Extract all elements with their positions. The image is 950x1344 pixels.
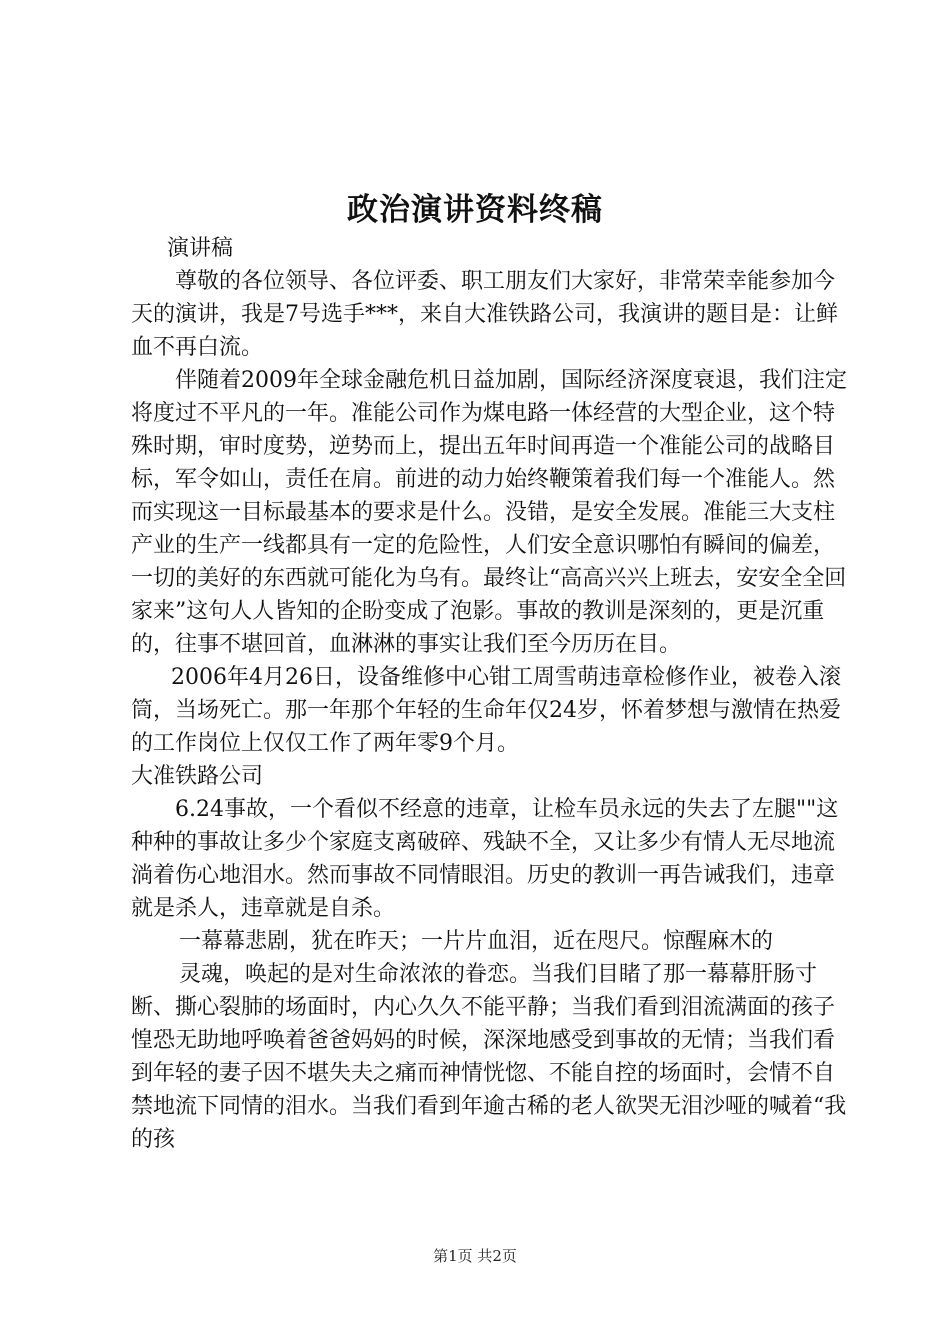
- page-footer: 第1页 共2页: [433, 1247, 517, 1265]
- paragraph: 大准铁路公司: [131, 764, 264, 789]
- paragraph: 尊敬的各位领导、各位评委、职工朋友们大家好，非常荣幸能参加今天的演讲，我是7号选手***，来自大准铁路公司，我演讲的题目是：让鲜血不再白流。: [131, 269, 838, 360]
- subheading: 演讲稿: [167, 236, 234, 261]
- paragraph: 6.24事故，一个看似不经意的违章，让检车员永远的失去了左腿""这种种的事故让多少个家庭支离破碎、残缺不全，又让多少有情人无尽地流淌着伤心地泪水。然而事故不同情眼泪。历史的教训一再告诫我们，违章就是杀人，违章就是自杀。: [131, 797, 839, 921]
- paragraph: 2006年4月26日，设备维修中心钳工周雪萌违章检修作业，被卷入滚筒，当场死亡。那一年那个年轻的生命年仅24岁，怀着梦想与激情在热爱的工作岗位上仅仅工作了两年零9个月。: [131, 665, 841, 756]
- document-title: 政治演讲资料终稿: [347, 192, 603, 228]
- paragraph: 灵魂，唤起的是对生命浓浓的眷恋。当我们目睹了那一幕幕肝肠寸断、撕心裂肺的场面时，内心久久不能平静；当我们看到泪流满面的孩子惶恐无助地呼唤着爸爸妈妈的时候，深深地感受到事故的无情；当我们看到年轻的妻子因不堪失夫之痛而神情恍惚、不能自控的场面时，会情不自禁地流下同情的泪水。当我们看到年逾古稀的老人欲哭无泪沙哑的喊着“我的孩: [131, 962, 847, 1152]
- document-body: [131, 232, 847, 1156]
- paragraph: 伴随着2009年全球金融危机日益加剧，国际经济深度衰退，我们注定将度过不平凡的一年。准能公司作为煤电路一体经营的大型企业，这个特殊时期，审时度势，逆势而上，提出五年时间再造一个准能公司的战略目标，军令如山，责任在肩。前进的动力始终鞭策着我们每一个准能人。然而实现这一目标最基本的要求是什么。没错，是安全发展。准能三大支柱产业的生产一线都具有一定的危险性，人们安全意识哪怕有瞬间的偏差，一切的美好的东西就可能化为乌有。最终让“高高兴兴上班去，安安全全回家来”这句人人皆知的企盼变成了泡影。事故的教训是深刻的，更是沉重的，往事不堪回首，血淋淋的事实让我们至今历历在目。: [131, 368, 847, 657]
- paragraph: 一幕幕悲剧，犹在昨天；一片片血泪，近在咫尺。惊醒麻木的: [179, 929, 774, 954]
